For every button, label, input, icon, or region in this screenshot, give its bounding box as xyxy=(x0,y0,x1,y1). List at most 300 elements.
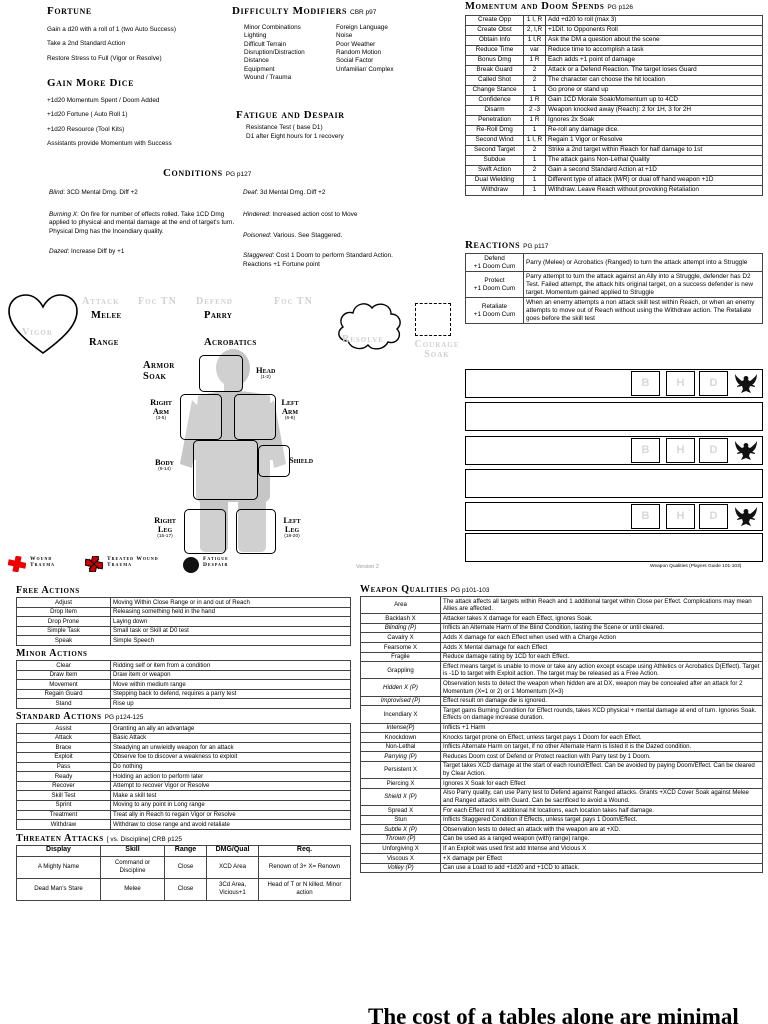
action-name: Skill Test xyxy=(17,791,111,801)
quality-description: Inflicts Alternate Harm on target, if no other Alternate Harm is listed it is the Dazed condition. xyxy=(441,742,763,752)
spend-cost: 1 I,R xyxy=(524,35,546,45)
quality-description: Can use a Load to add +1d20 and +1CD to attack. xyxy=(441,863,763,873)
quality-description: Knocks target prone on Effect, unless target pays 1 Doom for each Effect. xyxy=(441,733,763,743)
tracker-square[interactable] xyxy=(631,438,660,463)
action-name: Drop Prone xyxy=(17,617,111,627)
spend-cost: 1 xyxy=(524,155,546,165)
tracker-letter: H xyxy=(676,444,685,456)
action-name: Regain Guard xyxy=(17,689,111,699)
quality-name: Backlash X xyxy=(361,614,441,624)
action-name: Clear xyxy=(17,661,111,671)
momentum-row xyxy=(466,155,763,165)
fatigue-dot-icon xyxy=(183,557,199,573)
version-label: Version 2 xyxy=(356,564,379,570)
weapon-quality-row xyxy=(361,706,763,723)
difficulty-item: Minor Combinations xyxy=(244,24,301,31)
condition-poisoned: Poisoned: Various. See Staggered. xyxy=(243,232,343,240)
spend-effect: Reduce time to accomplish a task xyxy=(546,45,763,55)
action-description: Moving Within Close Range or in and out of Reach xyxy=(111,598,351,608)
reaction-effect: Parry attempt to turn the attack against an Ally into a Struggle, defender has D2 Test. Failed attempt, the attack hits original target, on a success defender is new target. Momentum gained applied to Struggle xyxy=(524,272,763,298)
quality-description: Observation tests to detect the weapon when hidden are at DX, weapon may be concealed after an attack for 2 Momentum (X=1 or 2) or 1 Momentum (X=3) xyxy=(441,679,763,696)
standard-action-row xyxy=(17,772,351,782)
head-hitbox[interactable] xyxy=(199,355,243,392)
quality-name: Fearsome X xyxy=(361,643,441,653)
quality-name: Spread X xyxy=(361,806,441,816)
spend-cost: 2 xyxy=(524,165,546,175)
fatigue-line: D1 after Eight hours for 1 recovery xyxy=(246,132,344,140)
threaten-cell: Melee xyxy=(101,878,165,900)
tracker-letter: B xyxy=(641,377,650,389)
threaten-header: Skill xyxy=(101,845,165,856)
spend-effect: +1Dif. to Opponents Roll xyxy=(546,25,763,35)
reaction-row xyxy=(466,272,763,298)
action-name: Assist xyxy=(17,724,111,734)
weapon-qualities-section xyxy=(360,585,763,873)
weapon-quality-row xyxy=(361,752,763,762)
threaten-cell: Close xyxy=(165,878,207,900)
spend-name: Disarm xyxy=(466,105,524,115)
quality-name: Persistent X xyxy=(361,761,441,778)
difficulty-item: Poor Weather xyxy=(336,40,376,48)
standard-action-row xyxy=(17,820,351,830)
quality-name: Subtle X (P) xyxy=(361,825,441,835)
defend-foc-tn: Foc TN xyxy=(274,296,313,307)
spend-cost: 2 xyxy=(524,75,546,85)
momentum-row xyxy=(466,165,763,175)
spend-name: Create Opp xyxy=(466,15,524,25)
quality-description: Also Parry quality, can use Parry test to Defend against Ranged attacks. Grants +XCD Cover Soak against Melee and Ranged attacks with Guard. Can be sacrificed to avoid a Wound. xyxy=(441,788,763,805)
spend-cost: 2 -3 xyxy=(524,105,546,115)
action-description: Simple Speech xyxy=(111,636,351,646)
weapon-quality-row xyxy=(361,742,763,752)
conditions-title: Conditions PG p127 xyxy=(163,167,252,179)
shield-hitbox[interactable] xyxy=(258,445,290,477)
tracker-letter: D xyxy=(709,377,718,389)
free-action-row xyxy=(17,636,351,646)
quality-name: Blinding (P) xyxy=(361,623,441,633)
standard-actions-table xyxy=(16,723,351,830)
spend-cost: 1 xyxy=(524,185,546,195)
quality-description: If an Exploit was used first add Intense and Vicious X xyxy=(441,844,763,854)
free-action-row xyxy=(17,607,351,617)
tracker-square[interactable] xyxy=(631,371,660,396)
spend-effect: Different type of attack (M/R) or dual off hand weapon +1D xyxy=(546,175,763,185)
action-description: Laying down xyxy=(111,617,351,627)
difficulty-section xyxy=(232,6,457,82)
tracker-square[interactable] xyxy=(699,438,728,463)
treated-wound-icon xyxy=(85,556,105,572)
free-action-row xyxy=(17,617,351,627)
eagle-icon xyxy=(734,373,758,398)
difficulty-col-2 xyxy=(336,24,394,82)
quality-name: Area xyxy=(361,597,441,614)
reaction-cost: +1 Doom Cum xyxy=(473,262,516,270)
minor-action-row xyxy=(17,699,351,709)
wound-icon xyxy=(8,556,28,572)
stress-tracker[interactable] xyxy=(465,469,763,498)
minor-actions-title: Minor Actions xyxy=(16,648,88,660)
threaten-cell: Dead Man's Stare xyxy=(17,878,101,900)
spend-effect: Weapon knocked away (Reach): 2 for 1H, 3 for 2H xyxy=(546,105,763,115)
spend-cost: 1 xyxy=(524,85,546,95)
treated-wound-label: Treated Wound Trauma xyxy=(107,556,159,568)
action-description: Releasing something held in the hand xyxy=(111,607,351,617)
left-leg-label: Left Leg (18-20) xyxy=(283,515,301,539)
stress-tracker[interactable] xyxy=(465,402,763,431)
weapon-quality-row xyxy=(361,679,763,696)
weapon-qualities-table xyxy=(360,596,763,873)
difficulty-col-1 xyxy=(244,24,336,82)
reaction-effect: Parry (Melee) or Acrobatics (Ranged) to turn the attack attempt into a Struggle xyxy=(524,254,763,272)
left-arm-hitbox[interactable] xyxy=(234,394,276,440)
momentum-row xyxy=(466,55,763,65)
action-description: Move within medium range xyxy=(111,680,351,690)
right-arm-label: Right Arm (3-5) xyxy=(150,397,172,421)
spend-name: Subdue xyxy=(466,155,524,165)
action-description: Small task or Skill at D0 test xyxy=(111,626,351,636)
difficulty-item: Lighting xyxy=(244,32,267,40)
fortune-item: Restore Stress to Full (Vigor or Resolve) xyxy=(47,54,162,62)
action-description: Steadying an unwieldly weapon for an attack xyxy=(111,743,351,753)
action-description: Do nothing xyxy=(111,762,351,772)
tracker-square[interactable] xyxy=(666,438,695,463)
weapon-quality-row xyxy=(361,854,763,864)
action-name: Drop Item xyxy=(17,607,111,617)
tracker-letter: H xyxy=(676,377,685,389)
free-action-row xyxy=(17,626,351,636)
eagle-icon xyxy=(734,506,758,531)
threaten-header: Range xyxy=(165,845,207,856)
condition-deaf: Deaf: 3d Mental Dmg. Diff +2 xyxy=(243,189,326,196)
stress-tracker[interactable] xyxy=(465,502,763,531)
tracker-square[interactable] xyxy=(631,504,660,529)
resolve-cloud xyxy=(334,297,404,356)
condition-hindered: Hindered: Increased action cost to Move xyxy=(243,210,358,218)
spend-name: Re-Roll Dmg xyxy=(466,125,524,135)
standard-action-row xyxy=(17,791,351,801)
weapon-quality-row xyxy=(361,633,763,643)
heart-icon xyxy=(6,293,80,357)
spend-name: Second Wind xyxy=(466,135,524,145)
quality-name: Incendiary X xyxy=(361,706,441,723)
attack-label: Attack xyxy=(82,296,120,307)
fortune-item: Gain a d20 with a roll of 1 (two Auto Success) xyxy=(47,26,176,33)
stress-tracker[interactable] xyxy=(465,369,763,398)
fatigue-despair-label: Fatigue Despair xyxy=(203,556,229,568)
spend-name: Change Stance xyxy=(466,85,524,95)
reaction-label: Defend xyxy=(484,254,505,262)
stress-tracker[interactable] xyxy=(465,533,763,562)
action-description: Withdraw to close range and avoid retaliate xyxy=(111,820,351,830)
spend-name: Penetration xyxy=(466,115,524,125)
reaction-row xyxy=(466,298,763,324)
action-description: Stepping back to defend, requires a parry test xyxy=(111,689,351,699)
spend-effect: Gain a second Standard Action at +1D xyxy=(546,165,763,175)
minor-action-row xyxy=(17,661,351,671)
quality-description: Effect means target is unable to move or take any action except escape using Athletics or Acrobatics D(Effect). Target is -1D to target with Exploit action. The target may be released as a Free Action. xyxy=(441,662,763,679)
tracker-square[interactable] xyxy=(666,371,695,396)
weapon-quality-row xyxy=(361,614,763,624)
threaten-cell: A Mighty Name xyxy=(17,856,101,878)
threaten-cell: 3Cd Area, Vicious+1 xyxy=(207,878,259,900)
quality-name: Volley (P) xyxy=(361,863,441,873)
spend-cost: 1 xyxy=(524,125,546,135)
action-name: Movement xyxy=(17,680,111,690)
action-description: Basic Attack xyxy=(111,733,351,743)
action-name: Brace xyxy=(17,743,111,753)
eagle-icon xyxy=(734,440,758,465)
standard-action-row xyxy=(17,762,351,772)
action-name: Pass xyxy=(17,762,111,772)
reaction-label: Retaliate xyxy=(481,302,508,310)
spend-effect: The character can choose the hit location xyxy=(546,75,763,85)
spend-effect: Gain 1CD Morale Soak/Momentum up to 4CD xyxy=(546,95,763,105)
tracker-letter: D xyxy=(709,510,718,522)
body-hitbox[interactable] xyxy=(193,440,258,500)
spend-cost: 1 I, R xyxy=(524,135,546,145)
action-name: Simple Task xyxy=(17,626,111,636)
right-leg-hitbox[interactable] xyxy=(184,509,226,554)
difficulty-item: Random Motion xyxy=(336,48,382,56)
action-description: Make a skill test xyxy=(111,791,351,801)
courage-soak-box[interactable] xyxy=(415,303,451,336)
condition-burning: Burning X: On fire for number of effects rolled. Take 1CD Dmg applied to physical and mental damage at the end of target's turn. Physical Dmg has the Incendiary quality. xyxy=(49,210,235,235)
spend-effect: Ask the DM a question about the scene xyxy=(546,35,763,45)
quality-name: Cavalry X xyxy=(361,633,441,643)
reaction-row xyxy=(466,254,763,272)
standard-action-row xyxy=(17,752,351,762)
conditions-header xyxy=(163,168,251,179)
quality-description: For each Effect roll X additional hit locations, each location takes half damage. xyxy=(441,806,763,816)
quality-description: Effect result on damage die is ignored. xyxy=(441,696,763,706)
tracker-square[interactable] xyxy=(699,371,728,396)
weapon-quality-row xyxy=(361,844,763,854)
body-label: Body (9-14) xyxy=(155,457,175,472)
spend-cost: 1 R xyxy=(524,55,546,65)
fatigue-lines xyxy=(246,124,456,141)
quality-name: Grappling xyxy=(361,662,441,679)
action-name: Treatment xyxy=(17,810,111,820)
standard-action-row xyxy=(17,743,351,753)
action-description: Treat ally in Reach to regain Vigor or Resolve xyxy=(111,810,351,820)
momentum-row xyxy=(466,185,763,195)
spend-effect: Attack or a Defend Reaction. The target loses Guard xyxy=(546,65,763,75)
momentum-title: Momentum and Doom Spends PG p126 xyxy=(465,1,633,12)
wound-trauma-label: Wound Trauma xyxy=(30,556,55,568)
minor-action-row xyxy=(17,689,351,699)
quality-description: +X damage per Effect xyxy=(441,854,763,864)
spend-name: Called Shot xyxy=(466,75,524,85)
difficulty-item: Unfamiliar/ Complex xyxy=(336,65,394,73)
fatigue-line: Resistance Test ( base D1) xyxy=(246,124,323,131)
dice-item: +1d20 Fortune ( Auto Roll 1) xyxy=(47,111,128,119)
reaction-name xyxy=(466,298,524,324)
reaction-label: Protect xyxy=(484,276,505,284)
quality-description: Can be used as a ranged weapon (with) range) range. xyxy=(441,834,763,844)
fortune-section xyxy=(47,6,227,68)
difficulty-item: Noise xyxy=(336,32,353,40)
difficulty-item: Social Factor xyxy=(336,57,374,65)
spend-name: Dual Wielding xyxy=(466,175,524,185)
action-description: Attempt to recover Vigor or Resolve xyxy=(111,781,351,791)
momentum-row xyxy=(466,115,763,125)
action-name: Exploit xyxy=(17,752,111,762)
weapon-quality-row xyxy=(361,643,763,653)
gain-more-dice-list xyxy=(47,96,232,149)
vigor-label: Vigor xyxy=(22,327,53,338)
quality-description: Reduces Doom cost of Defend or Protect reaction with Parry test by 1 Doom. xyxy=(441,752,763,762)
actions-column xyxy=(16,586,351,901)
threaten-cell: XCD Area xyxy=(207,856,259,878)
tracker-square[interactable] xyxy=(699,504,728,529)
standard-action-row xyxy=(17,810,351,820)
spend-cost: 2, I,R xyxy=(524,25,546,35)
attack-foc-tn: Foc TN xyxy=(138,296,177,307)
spend-name: Reduce Time xyxy=(466,45,524,55)
weapon-quality-row xyxy=(361,779,763,789)
acrobatics-label: Acrobatics xyxy=(204,337,257,348)
momentum-row xyxy=(466,75,763,85)
reaction-effect: When an enemy attempts a non attack skill test within Reach, or when an enemy attempts to move out of Reach without using the Withdraw action. The Retaliate goes before the skill test xyxy=(524,298,763,324)
spend-cost: 1 xyxy=(524,175,546,185)
standard-actions-title: Standard Actions PG p124-125 xyxy=(16,711,144,723)
tracker-letter: B xyxy=(641,510,650,522)
standard-action-row xyxy=(17,781,351,791)
fatigue-title: Fatigue and Despair xyxy=(236,109,345,121)
conditions-right xyxy=(243,189,403,269)
minor-action-row xyxy=(17,680,351,690)
quality-name: Stun xyxy=(361,815,441,825)
spend-effect: Add +d20 to roll (max 3) xyxy=(546,15,763,25)
action-description: Observe foe to discover a weakness to exploit xyxy=(111,752,351,762)
quality-name: Unforgiving X xyxy=(361,844,441,854)
quality-description: Adds X Mental damage for each Effect xyxy=(441,643,763,653)
spend-effect: Ignores 2x Soak xyxy=(546,115,763,125)
action-name: Attack xyxy=(17,733,111,743)
difficulty-item: Difficult Terrain xyxy=(244,40,287,48)
quality-name: Improvised (P) xyxy=(361,696,441,706)
reaction-cost: +1 Doom Cum xyxy=(473,310,516,318)
quality-description: Target gains Burning Condition for Effect rounds, takes XCD physical + mental damage at end of turn. Ignores Soak. Effects on damage increase duration. xyxy=(441,706,763,723)
momentum-row xyxy=(466,45,763,55)
difficulty-item: Wound / Trauma xyxy=(244,73,292,81)
action-description: Rise up xyxy=(111,699,351,709)
momentum-row xyxy=(466,85,763,95)
quality-description: Inflicts +1 Harm xyxy=(441,723,763,733)
dice-item: Assistants provide Momentum with Success xyxy=(47,140,172,148)
threaten-header: DMG/Qual xyxy=(207,845,259,856)
momentum-row xyxy=(466,145,763,155)
quality-description: Target takes XCD damage at the start of each round/Effect. Can be avoided by paying Doom/Effect. Can be cleared by Clear Action. xyxy=(441,761,763,778)
armor-soak-label: Armor Soak xyxy=(143,360,175,383)
threaten-header-row xyxy=(17,845,351,856)
spend-name: Confidence xyxy=(466,95,524,105)
spend-name: Second Target xyxy=(466,145,524,155)
threaten-cell: Renown of 3+ X= Renown xyxy=(259,856,351,878)
tracker-square[interactable] xyxy=(666,504,695,529)
momentum-row xyxy=(466,105,763,115)
action-name: Draw Item xyxy=(17,670,111,680)
spend-cost: 1 R xyxy=(524,115,546,125)
spend-effect: Withdraw. Leave Reach without provoking Retaliation xyxy=(546,185,763,195)
stress-tracker[interactable] xyxy=(465,436,763,465)
quality-name: Hidden X (P) xyxy=(361,679,441,696)
momentum-row xyxy=(466,95,763,105)
right-arm-hitbox[interactable] xyxy=(180,394,222,440)
threaten-header: Display xyxy=(17,845,101,856)
free-action-row xyxy=(17,598,351,608)
weapon-quality-row xyxy=(361,652,763,662)
spend-effect: The attack gains Non-Lethal Quality xyxy=(546,155,763,165)
difficulty-item: Equipment xyxy=(244,65,275,73)
condition-staggered: Staggered: Cost 1 Doom to perform Standard Action. Reactions +1 Fortune point xyxy=(243,251,393,268)
dice-item: +1d20 Resource (Tool Kits) xyxy=(47,125,125,133)
quality-description: Inflicts an Alternate Harm of the Blind Condition, lasting the Scene or until cleared. xyxy=(441,623,763,633)
spend-name: Swift Action xyxy=(466,165,524,175)
spend-effect: Go prone or stand up xyxy=(546,85,763,95)
action-description: Moving to any point in Long range xyxy=(111,800,351,810)
threaten-row xyxy=(17,878,351,900)
gain-more-dice-title: Gain More Dice xyxy=(47,77,135,89)
range-label: Range xyxy=(89,337,119,348)
quality-name: Knockdown xyxy=(361,733,441,743)
quality-name: Fragile xyxy=(361,652,441,662)
shield-label: Shield xyxy=(289,455,314,465)
threaten-attacks-title: Threaten Attacks [ vs. Discipline] CRB p125 xyxy=(16,832,182,844)
spend-cost: 1 R xyxy=(524,95,546,105)
momentum-row xyxy=(466,135,763,145)
spend-cost: 2 xyxy=(524,145,546,155)
weapon-quality-row xyxy=(361,788,763,805)
dice-item: +1d20 Momentum Spent / Doom Added xyxy=(47,97,160,104)
weapon-qualities-note: Weapon Qualities (Players Guide 101-103) xyxy=(650,564,742,569)
quality-description: Ignores X Soak for each Effect xyxy=(441,779,763,789)
weapon-quality-row xyxy=(361,696,763,706)
weapon-quality-row xyxy=(361,623,763,633)
weapon-quality-row xyxy=(361,863,763,873)
condition-blind: Blind: 3CD Mental Dmg. Diff +2 xyxy=(49,189,138,196)
momentum-row xyxy=(466,65,763,75)
momentum-table xyxy=(465,15,763,196)
quality-description: Inflicts Staggered Condition if Effects, unless target pays 1 Doom/Effect. xyxy=(441,815,763,825)
tracker-letter: D xyxy=(709,444,718,456)
action-name: Recover xyxy=(17,781,111,791)
spend-name: Create Obst xyxy=(466,25,524,35)
difficulty-item: Disruption/Distraction xyxy=(244,48,305,56)
spend-cost: var xyxy=(524,45,546,55)
free-actions-title: Free Actions xyxy=(16,585,80,596)
spend-effect: Each adds +1 point of damage xyxy=(546,55,763,65)
right-leg-label: Right Leg (15-17) xyxy=(154,515,176,539)
standard-action-row xyxy=(17,724,351,734)
reaction-name xyxy=(466,272,524,298)
quality-description: Reduce damage rating by 1CD for each Effect. xyxy=(441,652,763,662)
weapon-qualities-title: Weapon Qualities PG p101-103 xyxy=(360,584,490,595)
action-description: Holding an action to perform later xyxy=(111,772,351,782)
quality-description: Adds X damage for each Effect when used with a Charge Action xyxy=(441,633,763,643)
weapon-quality-row xyxy=(361,825,763,835)
spend-name: Obtain Info xyxy=(466,35,524,45)
action-description: Draw item or weapon xyxy=(111,670,351,680)
reaction-name xyxy=(466,254,524,272)
melee-label: Melee xyxy=(91,310,122,321)
difficulty-item: Distance xyxy=(244,57,269,65)
left-leg-hitbox[interactable] xyxy=(236,509,276,554)
action-name: Stand xyxy=(17,699,111,709)
momentum-section xyxy=(465,2,763,196)
reaction-cost: +1 Doom Cum xyxy=(473,284,516,292)
cut-off-text: The cost of a tables alone are minimal xyxy=(368,1004,739,1024)
